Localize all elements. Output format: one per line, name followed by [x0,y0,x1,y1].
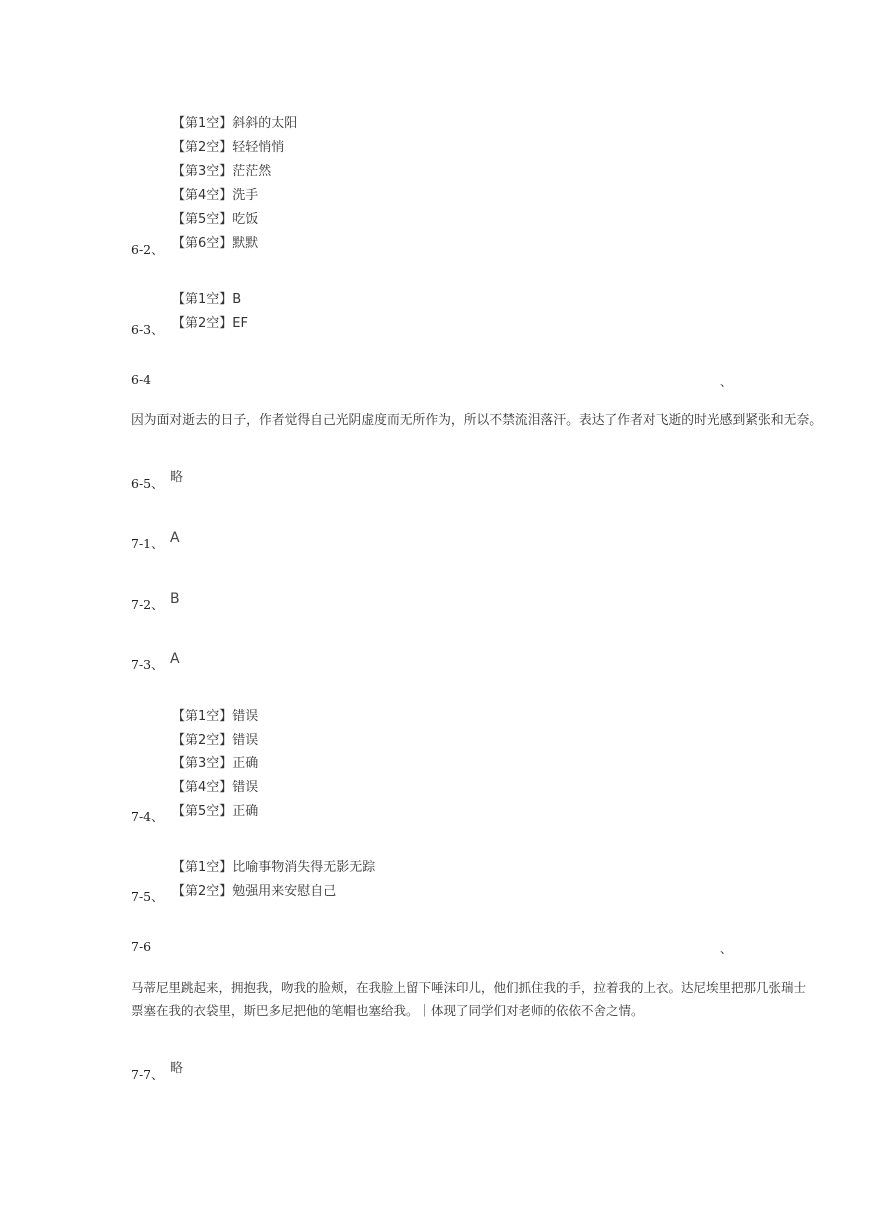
q7-2-label: 7-2、 [131,597,164,612]
q6-2-blank-4: 【第4空】洗手 [172,188,259,203]
q6-4-answer: 因为面对逝去的日子，作者觉得自己光阴虚度而无所作为，所以不禁流泪落汗。表达了作者对飞逝的时光感到紧张和无奈。 [131,413,823,428]
q7-3-answer: A [170,651,180,667]
q7-1-label: 7-1、 [131,536,164,551]
q7-5-blank-2: 【第2空】勉强用来安慰自己 [172,884,337,899]
q6-2-blank-1: 【第1空】斜斜的太阳 [172,116,298,131]
q7-4-blank-2: 【第2空】错误 [172,733,259,748]
q6-4-label: 6-4 [131,372,152,387]
q7-1-answer: A [170,530,180,546]
q7-4-label: 7-4、 [131,809,164,824]
q7-7-label: 7-7、 [131,1067,164,1082]
q7-6-label: 7-6 [131,939,152,954]
q7-5-label: 7-5、 [131,889,164,904]
q6-2-blank-2: 【第2空】轻轻悄悄 [172,140,285,155]
q6-5-answer: 略 [170,470,184,485]
q7-2-answer: B [170,591,180,607]
q7-3-label: 7-3、 [131,657,164,672]
q7-6-mark: 、 [720,942,733,956]
q7-4-blank-5: 【第5空】正确 [172,804,259,819]
q6-3-blank-1: 【第1空】B [172,292,242,307]
q6-2-label: 6-2、 [131,242,164,257]
q7-5-blank-1: 【第1空】比喻事物消失得无影无踪 [172,860,376,875]
q6-2-blank-3: 【第3空】茫茫然 [172,164,272,179]
q6-3-blank-2: 【第2空】EF [172,316,248,331]
q6-2-blank-6: 【第6空】默默 [172,236,259,251]
q7-4-blank-4: 【第4空】错误 [172,780,259,795]
q6-3-label: 6-3、 [131,322,164,337]
q7-4-blank-1: 【第1空】错误 [172,709,259,724]
q6-5-label: 6-5、 [131,476,164,491]
q6-4-mark: 、 [720,375,733,389]
q6-2-blank-5: 【第5空】吃饭 [172,212,259,227]
q7-7-answer: 略 [170,1061,184,1076]
q7-6-answer-line-1: 马蒂尼里跳起来，拥抱我，吻我的脸颊，在我脸上留下唾沫印儿，他们抓住我的手，拉着我的上衣。达尼埃里把那几张瑞士 [131,980,807,995]
q7-6-answer-line-2: 票塞在我的衣袋里，斯巴多尼把他的笔帽也塞给我。｜体现了同学们对老师的依依不舍之情。 [131,1003,644,1018]
q7-4-blank-3: 【第3空】正确 [172,756,259,771]
